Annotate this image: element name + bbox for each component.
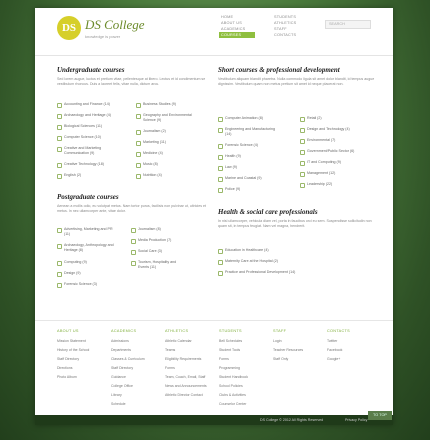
footer-link[interactable]: Twitter xyxy=(327,339,338,343)
footer-link[interactable]: Athletic Director Contact xyxy=(165,393,203,397)
page-container xyxy=(35,8,393,425)
footer-heading: ABOUT US xyxy=(57,329,79,333)
footer-column-staff xyxy=(273,329,323,366)
course-link[interactable]: Business Studies (9) xyxy=(136,102,206,107)
course-link[interactable]: Computing (9) xyxy=(57,260,123,265)
footer-link[interactable]: Student Handbook xyxy=(219,375,248,379)
footer-link[interactable]: Staff Only xyxy=(273,357,289,361)
course-link[interactable]: Geography and Environmental Science (9) xyxy=(136,113,198,122)
section-text: Aenean a mollis odio, eu volutpat metus. Nam tortor purus, facilisis non pulvinar ut, ultricies et metus. In nec ullamcorper ante, vitae dolor. xyxy=(57,204,207,213)
undergraduate-section xyxy=(57,66,207,87)
footer-link[interactable]: Library xyxy=(111,393,122,397)
footer-link[interactable]: Facebook xyxy=(327,348,343,352)
course-link[interactable]: Education in Healthcare (4) xyxy=(218,248,368,253)
footer-link[interactable]: History of the School xyxy=(57,348,90,352)
course-link[interactable]: Environmental (7) xyxy=(300,138,372,143)
course-link[interactable]: Journalism (2) xyxy=(136,129,206,134)
footer-link[interactable]: Google+ xyxy=(327,357,341,361)
course-link[interactable]: Music (8) xyxy=(136,162,206,167)
nav-column-1 xyxy=(219,14,255,38)
course-link[interactable]: Design and Technology (4) xyxy=(300,127,372,132)
footer-heading: STAFF xyxy=(273,329,287,333)
footer-link[interactable]: Schedule xyxy=(111,402,126,406)
footer-link[interactable]: Login xyxy=(273,339,282,343)
course-link[interactable]: Archaeology and Heritage (4) xyxy=(57,113,127,118)
course-link[interactable]: Creative Technology (18) xyxy=(57,162,127,167)
footer-link[interactable]: News and Announcements xyxy=(165,384,207,388)
footer-link[interactable]: Athletic Calendar xyxy=(165,339,192,343)
course-link[interactable]: Media Production (7) xyxy=(131,238,203,243)
footer-link[interactable]: Classes & Curriculum xyxy=(111,357,145,361)
course-link[interactable]: Practice and Professional Development (14) xyxy=(218,270,368,275)
postgraduate-section xyxy=(57,193,207,214)
nav-contacts[interactable]: CONTACTS xyxy=(274,33,297,37)
footer-link[interactable]: Admissions xyxy=(111,339,129,343)
footer-link[interactable]: Clubs & Activities xyxy=(219,393,246,397)
short-courses-section xyxy=(218,66,378,87)
course-link[interactable]: Advertising, Marketing and PR (11) xyxy=(57,227,117,236)
footer-heading: CONTACTS xyxy=(327,329,351,333)
course-link[interactable]: Marine and Coastal (9) xyxy=(218,176,290,181)
footer-link[interactable]: Photo Album xyxy=(57,375,77,379)
footer-column-about xyxy=(57,329,107,384)
footer-link[interactable]: Teams xyxy=(165,348,176,352)
section-text: In nisi ullamcorper, vehicula diam vel, porta in faucibus orci eu sem. Suspendisse sollicitudin non quam sit, in tempus feugiat. Nam vel magna, hendrerit. xyxy=(218,219,372,228)
logo-badge[interactable]: DS xyxy=(57,16,81,40)
footer-link[interactable]: Eligibility Requirements xyxy=(165,357,202,361)
footer-link[interactable]: College Office xyxy=(111,384,133,388)
privacy-policy-link[interactable]: Privacy Policy xyxy=(345,418,368,422)
footer-column-athletics xyxy=(165,329,215,402)
course-link[interactable]: Marketing (11) xyxy=(136,140,206,145)
section-title: Undergraduate courses xyxy=(57,66,125,74)
course-link[interactable]: Maternity Care at the Hospital (2) xyxy=(218,259,368,264)
bottom-bar xyxy=(35,415,393,425)
footer xyxy=(35,320,393,415)
footer-link[interactable]: Programming xyxy=(219,366,241,370)
footer-link[interactable]: Teacher Resources xyxy=(273,348,304,352)
to-top-button[interactable]: TO TOP xyxy=(368,411,392,420)
header xyxy=(35,8,393,56)
section-text: Sed lorem augue, luctus et pretium vitae, pellentesque at libero. Lectus et id condimentum se vestibulum rhoncus. Duis a laoreet felis, vitae nulla, dictum arcu. xyxy=(57,77,206,86)
course-link[interactable]: Computer Animation (8) xyxy=(218,116,290,121)
nav-students[interactable]: STUDENTS xyxy=(274,15,297,19)
logo-tagline: knowledge is power xyxy=(85,34,121,39)
section-text: Vestibulum aliquam blandit pharetra. Nulla commodo ligula sit amet dolor blandit, id tempus augue dignissim. Vestibulum quam non metus pretium sit amet id neque placerat non. xyxy=(218,77,375,86)
course-link[interactable]: Social Care (3) xyxy=(131,249,203,254)
course-link[interactable]: Computer Science (10) xyxy=(57,135,127,140)
course-link[interactable]: IT and Computing (9) xyxy=(300,160,372,165)
section-title: Health & social care professionals xyxy=(218,208,318,216)
course-link[interactable]: Police (9) xyxy=(218,187,290,192)
course-link[interactable]: Creative and Marketing Communication (9) xyxy=(57,146,117,155)
course-link[interactable]: English (2) xyxy=(57,173,127,178)
course-link[interactable]: Tourism, Hospitality and Events (11) xyxy=(131,260,185,269)
course-link[interactable]: Law (9) xyxy=(218,165,290,170)
footer-link[interactable]: Team, Coach, Email, Staff xyxy=(165,375,206,379)
footer-link[interactable]: Staff Directory xyxy=(111,366,134,370)
course-link[interactable]: Journalism (8) xyxy=(131,227,203,232)
footer-heading: ACADEMICS xyxy=(111,329,137,333)
section-title: Postgraduate courses xyxy=(57,193,119,201)
footer-link[interactable]: School Policies xyxy=(219,384,243,388)
nav-academics[interactable]: ACADEMICS xyxy=(221,27,246,31)
course-link[interactable]: Health (9) xyxy=(218,154,290,159)
course-link[interactable]: Forensic Science (4) xyxy=(218,143,290,148)
footer-link[interactable]: Guidance xyxy=(111,375,126,379)
footer-link[interactable]: Counselor Center xyxy=(219,402,247,406)
search-input[interactable]: SEARCH xyxy=(325,20,371,29)
course-link[interactable]: Leadership (22) xyxy=(300,182,372,187)
footer-column-students xyxy=(219,329,269,411)
nav-column-2 xyxy=(272,14,296,38)
footer-column-contacts xyxy=(327,329,377,366)
footer-heading: STUDENTS xyxy=(219,329,242,333)
footer-link[interactable]: Bell Schedules xyxy=(219,339,243,343)
footer-column-academics xyxy=(111,329,161,411)
course-link[interactable]: Retail (2) xyxy=(300,116,372,121)
footer-link[interactable]: Staff Directory xyxy=(57,357,80,361)
course-link[interactable]: Government/Public Sector (6) xyxy=(300,149,372,154)
logo-title[interactable]: DS College xyxy=(85,17,145,32)
course-link[interactable]: Design (9) xyxy=(57,271,123,276)
nav-about-us[interactable]: ABOUT US xyxy=(221,21,242,25)
course-link[interactable]: Engineering and Manufacturing (14) xyxy=(218,127,278,136)
footer-link[interactable]: Mission Statement xyxy=(57,339,86,343)
footer-link[interactable]: Forms xyxy=(165,366,175,370)
footer-link[interactable]: Forms xyxy=(219,357,229,361)
footer-link[interactable]: Directions xyxy=(57,366,73,370)
course-link[interactable]: Archaeology, Anthropology and Heritage (8) xyxy=(57,243,123,252)
health-section xyxy=(218,208,378,229)
section-title: Short courses & professional development xyxy=(218,66,340,74)
footer-heading: ATHLETICS xyxy=(165,329,189,333)
nav-staff[interactable]: STAFF xyxy=(274,27,287,31)
nav-home[interactable]: HOME xyxy=(221,15,234,19)
course-link[interactable]: Management (12) xyxy=(300,171,372,176)
copyright-text: DS College © 2012 All Rights Reserved xyxy=(260,418,324,422)
course-link[interactable]: Biological Sciences (11) xyxy=(57,124,127,129)
course-link[interactable]: Accounting and Finance (14) xyxy=(57,102,127,107)
course-link[interactable]: Nutrition (4) xyxy=(136,173,206,178)
course-link[interactable]: Forensic Science (3) xyxy=(57,282,123,287)
nav-courses[interactable]: COURSES xyxy=(219,32,255,38)
footer-link[interactable]: Departments xyxy=(111,348,132,352)
footer-link[interactable]: Student Tools xyxy=(219,348,241,352)
nav-athletics[interactable]: ATHLETICS xyxy=(274,21,297,25)
course-link[interactable]: Medicine (4) xyxy=(136,151,206,156)
